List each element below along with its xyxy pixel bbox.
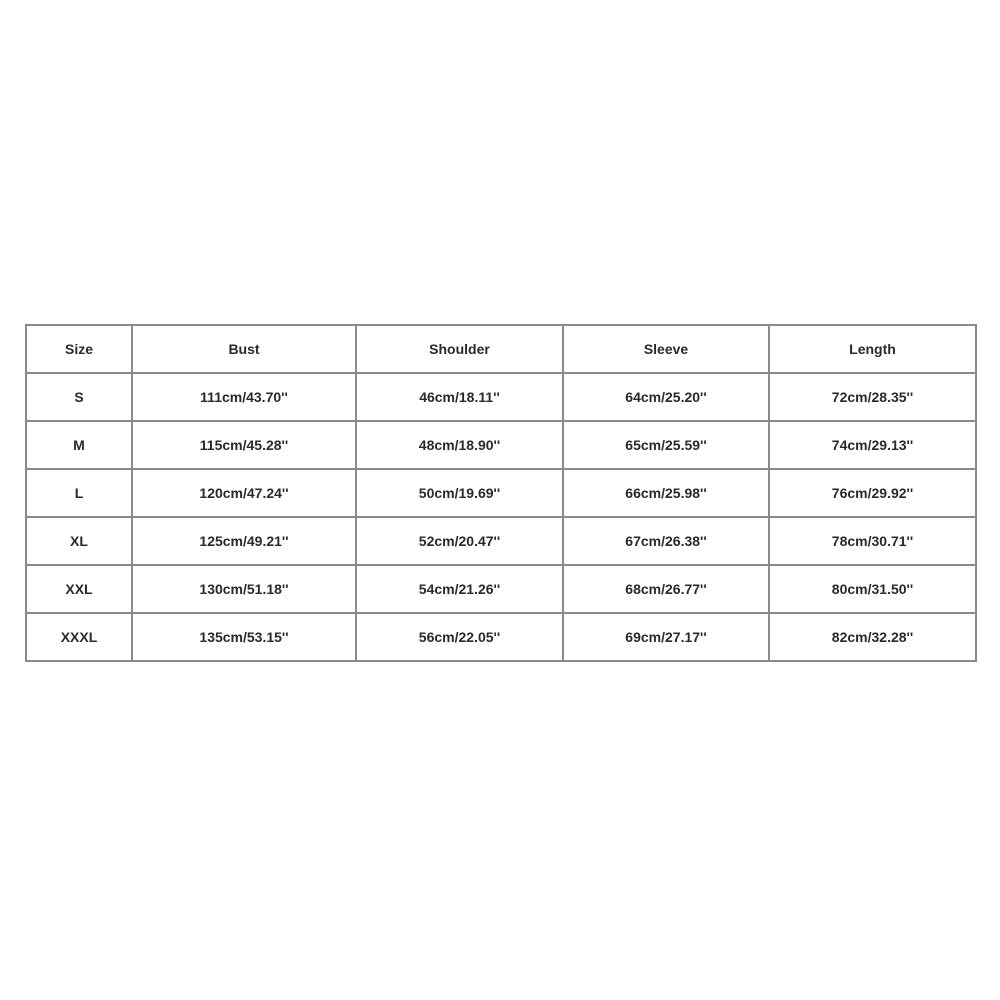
table-row bbox=[26, 565, 976, 613]
size-cell: S bbox=[26, 373, 132, 421]
header-sleeve: Sleeve bbox=[563, 325, 769, 373]
shoulder-cell: 50cm/19.69'' bbox=[356, 469, 563, 517]
table-header-row bbox=[26, 325, 976, 373]
shoulder-cell: 56cm/22.05'' bbox=[356, 613, 563, 661]
shoulder-cell: 52cm/20.47'' bbox=[356, 517, 563, 565]
sleeve-cell: 67cm/26.38'' bbox=[563, 517, 769, 565]
sleeve-cell: 64cm/25.20'' bbox=[563, 373, 769, 421]
bust-cell: 111cm/43.70'' bbox=[132, 373, 356, 421]
sleeve-cell: 68cm/26.77'' bbox=[563, 565, 769, 613]
sleeve-cell: 65cm/25.59'' bbox=[563, 421, 769, 469]
shoulder-cell: 54cm/21.26'' bbox=[356, 565, 563, 613]
shoulder-cell: 48cm/18.90'' bbox=[356, 421, 563, 469]
bust-cell: 115cm/45.28'' bbox=[132, 421, 356, 469]
table-row bbox=[26, 373, 976, 421]
size-cell: L bbox=[26, 469, 132, 517]
bust-cell: 130cm/51.18'' bbox=[132, 565, 356, 613]
header-size: Size bbox=[26, 325, 132, 373]
table-row bbox=[26, 613, 976, 661]
header-bust: Bust bbox=[132, 325, 356, 373]
size-cell: XL bbox=[26, 517, 132, 565]
bust-cell: 125cm/49.21'' bbox=[132, 517, 356, 565]
length-cell: 80cm/31.50'' bbox=[769, 565, 976, 613]
size-cell: M bbox=[26, 421, 132, 469]
header-length: Length bbox=[769, 325, 976, 373]
table-row bbox=[26, 469, 976, 517]
length-cell: 78cm/30.71'' bbox=[769, 517, 976, 565]
table-row bbox=[26, 421, 976, 469]
header-shoulder: Shoulder bbox=[356, 325, 563, 373]
table-row bbox=[26, 517, 976, 565]
sleeve-cell: 66cm/25.98'' bbox=[563, 469, 769, 517]
size-cell: XXL bbox=[26, 565, 132, 613]
size-chart-table bbox=[25, 324, 977, 662]
length-cell: 74cm/29.13'' bbox=[769, 421, 976, 469]
length-cell: 76cm/29.92'' bbox=[769, 469, 976, 517]
shoulder-cell: 46cm/18.11'' bbox=[356, 373, 563, 421]
size-cell: XXXL bbox=[26, 613, 132, 661]
bust-cell: 135cm/53.15'' bbox=[132, 613, 356, 661]
sleeve-cell: 69cm/27.17'' bbox=[563, 613, 769, 661]
bust-cell: 120cm/47.24'' bbox=[132, 469, 356, 517]
length-cell: 72cm/28.35'' bbox=[769, 373, 976, 421]
length-cell: 82cm/32.28'' bbox=[769, 613, 976, 661]
